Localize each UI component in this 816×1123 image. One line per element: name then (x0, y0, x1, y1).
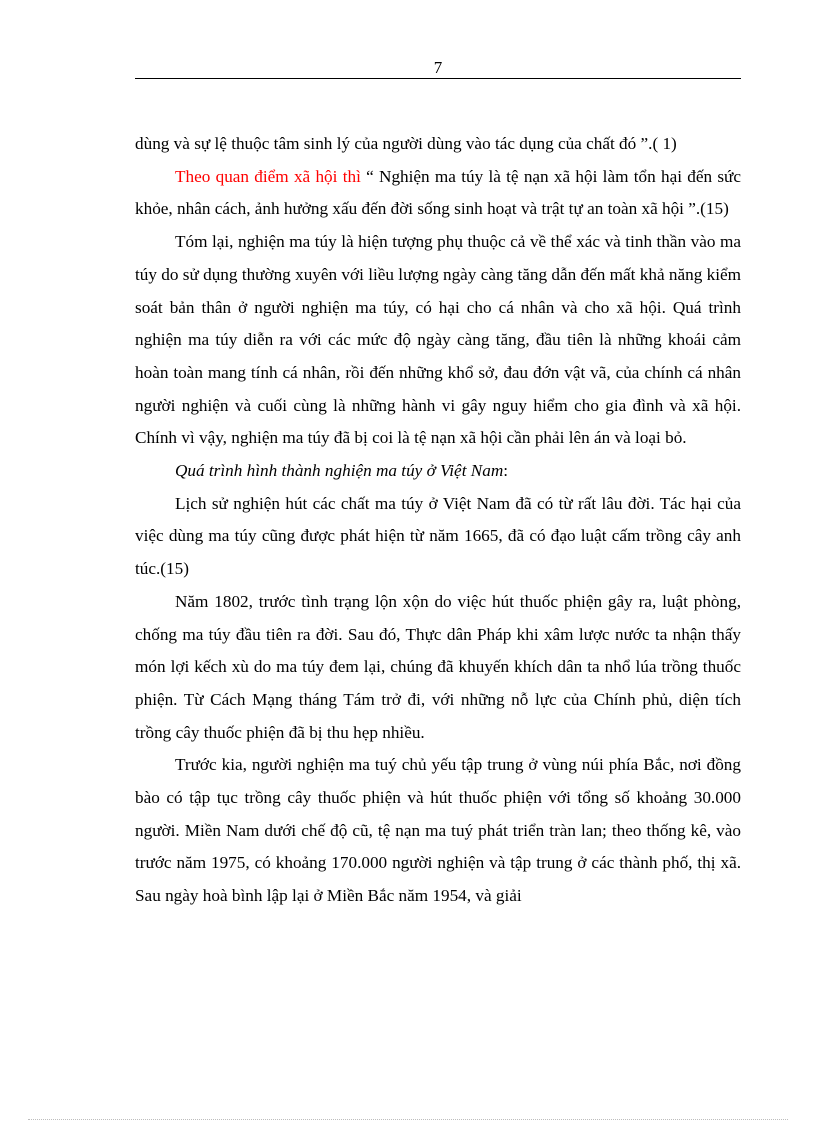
paragraph-social-view (135, 161, 741, 226)
section-heading-text: Quá trình hình thành nghiện ma túy ở Việt Nam (175, 461, 504, 481)
paragraph-continuation: dùng và sự lệ thuộc tâm sinh lý của người dùng vào tác dụng của chất đó ”.( 1) (135, 134, 677, 153)
section-heading-colon: : (503, 461, 509, 481)
page-header (135, 58, 741, 79)
section-heading (135, 455, 741, 488)
paragraph-text: “ Nghiện ma túy là tệ nạn xã hội làm tổn hại đến sức khỏe, nhân cách, ảnh hưởng xấu đến đời sống sinh hoạt và trật tự an toàn xã hội ”.(15) (135, 166, 741, 219)
paragraph-1802: Năm 1802, trước tình trạng lộn xộn do việc hút thuốc phiện gây ra, luật phòng, chống ma túy đầu tiên ra đời. Sau đó, Thực dân Pháp khi xâm lược nước ta nhận thấy món lợi kếch xù do ma túy đem lại, chúng đã khuyến khích dân ta nhổ lúa trồng thuốc phiện. Từ Cách Mạng tháng Tám trở đi, với những nỗ lực của Chính phủ, diện tích trồng cây thuốc phiện đã bị thu hẹp nhiều. (135, 591, 741, 742)
paragraph-before: Trước kia, người nghiện ma tuý chủ yếu tập trung ở vùng núi phía Bắc, nơi đồng bào có tập tục trồng cây thuốc phiện và hút thuốc phiện với tổng số khoảng 30.000 người. Miền Nam dưới chế độ cũ, tệ nạn ma tuý phát triển tràn lan; theo thống kê, vào trước năm 1975, có khoảng 170.000 người nghiện và tập trung ở các thành phố, thị xã. Sau ngày hoà bình lập lại ở Miền Bắc năm 1954, và giải (135, 755, 741, 906)
body-text (135, 128, 741, 913)
highlighted-phrase: Theo quan điểm xã hội thì (175, 166, 361, 186)
paragraph-history: Lịch sử nghiện hút các chất ma túy ở Việt Nam đã có từ rất lâu đời. Tác hại của việc dùng ma túy cũng được phát hiện từ năm 1665, đã có đạo luật cấm trồng cây anh túc.(15) (135, 493, 741, 579)
page-bottom-divider (28, 1119, 788, 1120)
page-number: 7 (433, 58, 443, 77)
paragraph-summary: Tóm lại, nghiện ma túy là hiện tượng phụ thuộc cả về thể xác và tinh thần vào ma túy do sử dụng thường xuyên với liều lượng ngày càng tăng dẫn đến mất khả năng kiểm soát bản thân ở người nghiện ma túy, có hại cho cá nhân và cho xã hội. Quá trình nghiện ma túy diễn ra với các mức độ ngày càng tăng, đầu tiên là những khoái cảm hoàn toàn mang tính cá nhân, rồi đến những khổ sở, đau đớn vật vã, của chính cá nhân người nghiện và cuối cùng là những hành vi gây nguy hiểm cho gia đình và xã hội. Chính vì vậy, nghiện ma túy đã bị coi là tệ nạn xã hội cần phải lên án và loại bỏ. (135, 232, 741, 448)
